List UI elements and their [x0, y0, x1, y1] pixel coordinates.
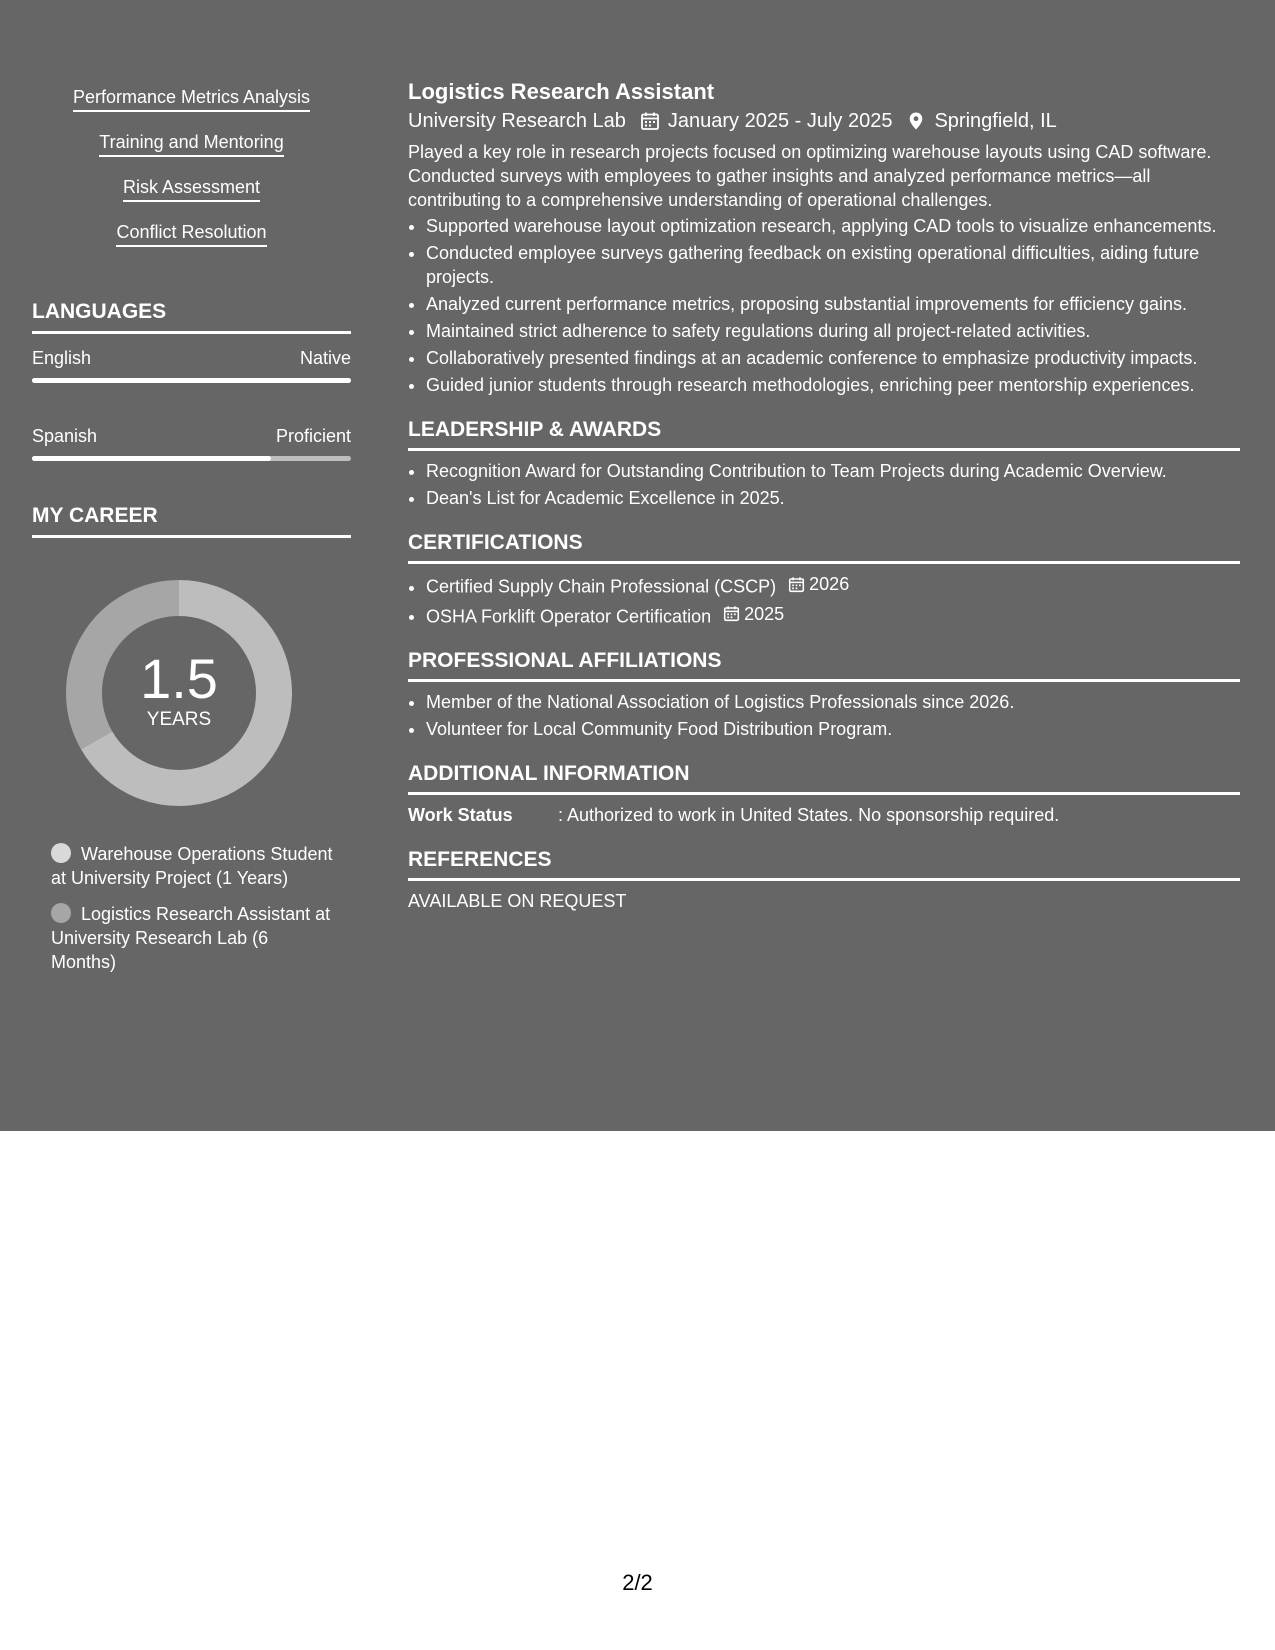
- language-bar-fill: [32, 456, 271, 461]
- affiliations-list: [408, 690, 1240, 741]
- certifications-heading: CERTIFICATIONS: [408, 530, 1240, 564]
- certifications-list: [408, 572, 1240, 628]
- list-item: • Recognition Award for Outstanding Contribution to Team Projects during Academic Overview.: [426, 459, 1240, 483]
- affiliations-heading: PROFESSIONAL AFFILIATIONS: [408, 648, 1240, 682]
- list-item: • Member of the National Association of Logistics Professionals since 2026.: [426, 690, 1240, 714]
- list-item: • Conducted employee surveys gathering feedback on existing operational difficulties, aiding future projects.: [426, 241, 1240, 289]
- legend-dot: [51, 903, 71, 923]
- career-legend-label: Logistics Research Assistant at University Research Lab (6 Months): [51, 904, 331, 972]
- list-item: • Volunteer for Local Community Food Distribution Program.: [426, 717, 1240, 741]
- career-legend-label: Warehouse Operations Student at University Project (1 Years): [51, 844, 333, 888]
- work-status-label: Work Status: [408, 805, 513, 825]
- skill-item: Performance Metrics Analysis: [73, 86, 310, 112]
- company-name: University Research Lab: [408, 110, 626, 132]
- job-title: Logistics Research Assistant: [408, 79, 715, 104]
- language-level: Proficient: [275, 426, 351, 446]
- language-bar-fill: [32, 378, 351, 383]
- calendar-icon: [640, 111, 660, 131]
- list-item: • Guided junior students through research methodologies, enriching peer mentorship experiences.: [426, 373, 1240, 397]
- certification-name: Certified Supply Chain Professional (CSCP): [426, 576, 777, 597]
- certification-name: OSHA Forklift Operator Certification: [426, 606, 712, 626]
- skills-list: [32, 86, 351, 266]
- references-heading: REFERENCES: [408, 847, 1240, 881]
- page-number: 2/2: [622, 1570, 653, 1595]
- job-location: Springfield, IL: [934, 110, 1057, 132]
- language-name: Spanish: [32, 426, 98, 446]
- legend-dot: [51, 843, 71, 863]
- left-column: [32, 86, 351, 986]
- certification-year-wrap: [723, 602, 784, 626]
- skill-item: Conflict Resolution: [116, 221, 266, 247]
- language-bar: [32, 456, 351, 461]
- language-row: [32, 425, 351, 447]
- list-item: [426, 572, 1240, 599]
- work-status-row: [408, 803, 1240, 827]
- location-pin-icon: [906, 111, 926, 131]
- additional-info-heading: ADDITIONAL INFORMATION: [408, 761, 1240, 795]
- certification-year: 2026: [809, 574, 850, 594]
- right-column: [408, 78, 1240, 913]
- certification-year: 2025: [744, 603, 785, 624]
- awards-list: [408, 459, 1240, 510]
- awards-heading: LEADERSHIP & AWARDS: [408, 417, 1240, 451]
- career-legend: [51, 842, 336, 974]
- certification-year-wrap: [788, 572, 849, 596]
- job-summary: Played a key role in research projects focused on optimizing warehouse layouts using CAD software. Conducted surveys with employees to gather insights and analyzed performance metrics—all contributing to a comprehensive understanding of operational challenges.: [408, 142, 1212, 210]
- list-item: • Dean's List for Academic Excellence in 2025.: [426, 486, 1240, 510]
- list-item: • Collaboratively presented findings at an academic conference to emphasize productivity impacts.: [426, 346, 1240, 370]
- career-donut-chart: [66, 580, 292, 806]
- career-heading: MY CAREER: [32, 503, 351, 538]
- career-legend-item: [51, 902, 336, 974]
- skill-item: Training and Mentoring: [99, 131, 283, 157]
- job-meta: [408, 108, 1240, 134]
- job-dates: January 2025 - July 2025: [667, 110, 893, 132]
- language-row: [32, 347, 351, 369]
- list-item: • Supported warehouse layout optimization research, applying CAD tools to visualize enhancements.: [426, 214, 1240, 238]
- list-item: • Maintained strict adherence to safety regulations during all project-related activities.: [426, 319, 1240, 343]
- list-item: • Analyzed current performance metrics, proposing substantial improvements for efficiency gains.: [426, 292, 1240, 316]
- language-bar: [32, 378, 351, 383]
- skill-item: Risk Assessment: [123, 176, 260, 202]
- list-item: [426, 602, 1240, 629]
- language-name: English: [32, 348, 92, 368]
- career-unit: YEARS: [146, 709, 212, 730]
- career-legend-item: [51, 842, 336, 890]
- calendar-icon: [723, 605, 740, 622]
- donut-center: [66, 580, 292, 806]
- languages-list: [32, 347, 351, 461]
- languages-heading: LANGUAGES: [32, 299, 351, 334]
- references-text: AVAILABLE ON REQUEST: [408, 891, 627, 911]
- career-total: 1.5: [140, 647, 218, 710]
- work-status-value: : Authorized to work in United States. No sponsorship required.: [558, 805, 1060, 825]
- calendar-icon: [788, 576, 805, 593]
- language-level: Native: [299, 348, 351, 368]
- job-bullets: [408, 214, 1240, 397]
